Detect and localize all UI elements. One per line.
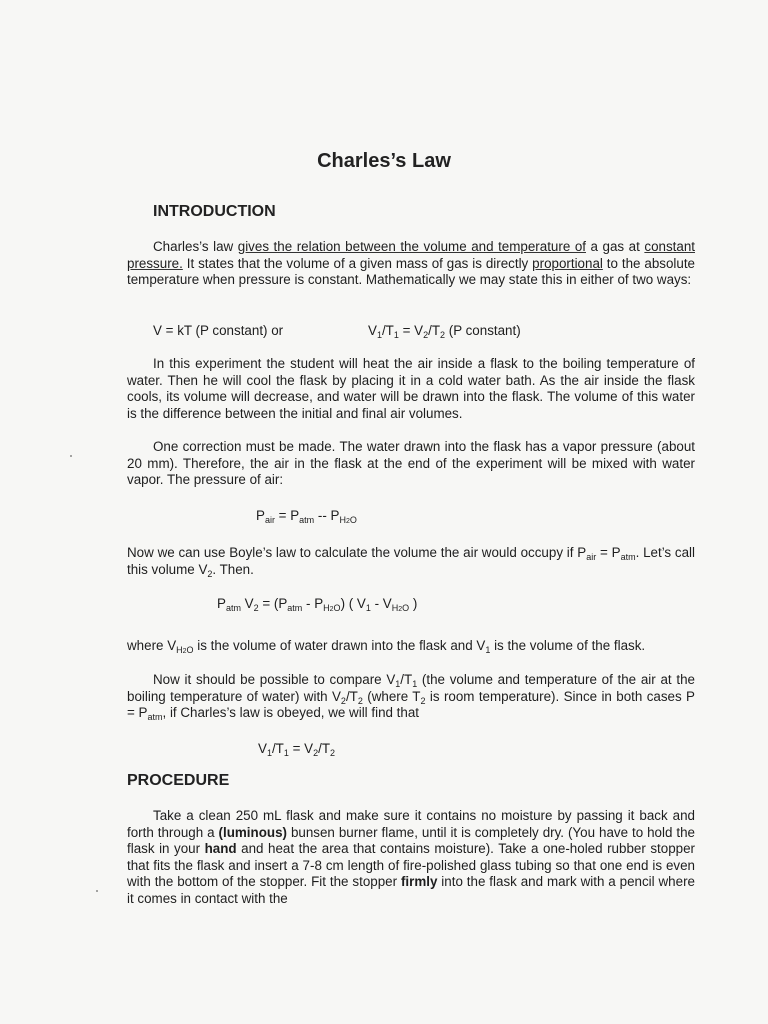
intro-paragraph-5: where $V_{H2O}$ is the volume of water drawn into the flask and $V_1$ is the volume of the flask. (127, 638, 646, 655)
procedure-paragraph: Take a clean 250 mL flask and make sure it contains no moisture by passing it back and forth through a (luminous) bunsen burner flame, until it is completely dry. (You have to hold the flask in your hand and heat the area that contains moisture). Take a one-holed rubber stopper that fits the flask and insert a 7-8 cm length of fire-polished glass tubing so that one end is even with the bottom of the stopper. Fit the stopper firmly into the flask and mark with a pencil where it comes in contact with the (127, 808, 696, 906)
equation-2: $P_{air} = P_{atm} -- P_{H2O}$ (256, 508, 357, 525)
equation-3: $P_{atm}$ $V_2 = (P_{atm} - P_{H2O})$ ( $V_1 - V_{H2O}$ ) (217, 596, 418, 613)
text-run: One correction must be made. The water drawn into the flask has a vapor pressure (about 20 mm). Therefore, the air in the flask at the end of the experiment will be mixed with water vapor. The pressure of air: (127, 439, 695, 488)
intro-paragraph-1 (127, 239, 695, 289)
scan-speck (96, 890, 98, 892)
underlined-text: constant pressure. (127, 239, 695, 271)
scan-speck (70, 455, 72, 457)
underlined-text: proportional (532, 255, 603, 271)
intro-paragraph-3 (127, 439, 695, 489)
text-run: It states that the volume of a given mass of gas is directly (182, 255, 533, 271)
introduction-heading: INTRODUCTION (153, 203, 276, 220)
page-title: Charles’s Law (317, 150, 451, 172)
equation-4: $V_1/T_1 = V_2/T_2$ (258, 741, 336, 758)
underlined-text: gives the relation between the volume and temperature of (237, 239, 586, 254)
equation-1-left: V = kT (P constant) or (153, 323, 284, 338)
intro-paragraph-2 (127, 356, 695, 422)
text-run: Charles’s law (153, 239, 238, 254)
text-run: In this experiment the student will heat the air inside a flask to the boiling temperature of water. Then he will cool the flask by placing it in a cold water bath. As the air inside the flask cools, its volume will decrease, and water will be drawn into the flask. The volume of this water is the difference between the initial and final air volumes. (127, 356, 695, 421)
equation-1-right: $V_1/T_1 = V_2/T_2$ (P constant) (368, 323, 521, 340)
intro-paragraph-6: Now it should be possible to compare $V_1/T_1$ (the volume and temperature of the air at the boiling temperature of water) with $V_2/T_2$ (where $T_2$ is room temperature). Since in both cases $P = P_{atm}$, if Charles’s law is obeyed, we will find that (127, 672, 695, 723)
intro-paragraph-4: Now we can use Boyle’s law to calculate the volume the air would occupy if $P_{air} = P_{atm}$. Let’s call this volume $V_2$. Then. (127, 545, 696, 579)
procedure-heading: PROCEDURE (127, 772, 230, 789)
text-run: to the absolute temperature when pressure is constant. Mathematically we may state this in either of two ways: (127, 255, 695, 288)
text-run: a gas at (586, 239, 645, 254)
